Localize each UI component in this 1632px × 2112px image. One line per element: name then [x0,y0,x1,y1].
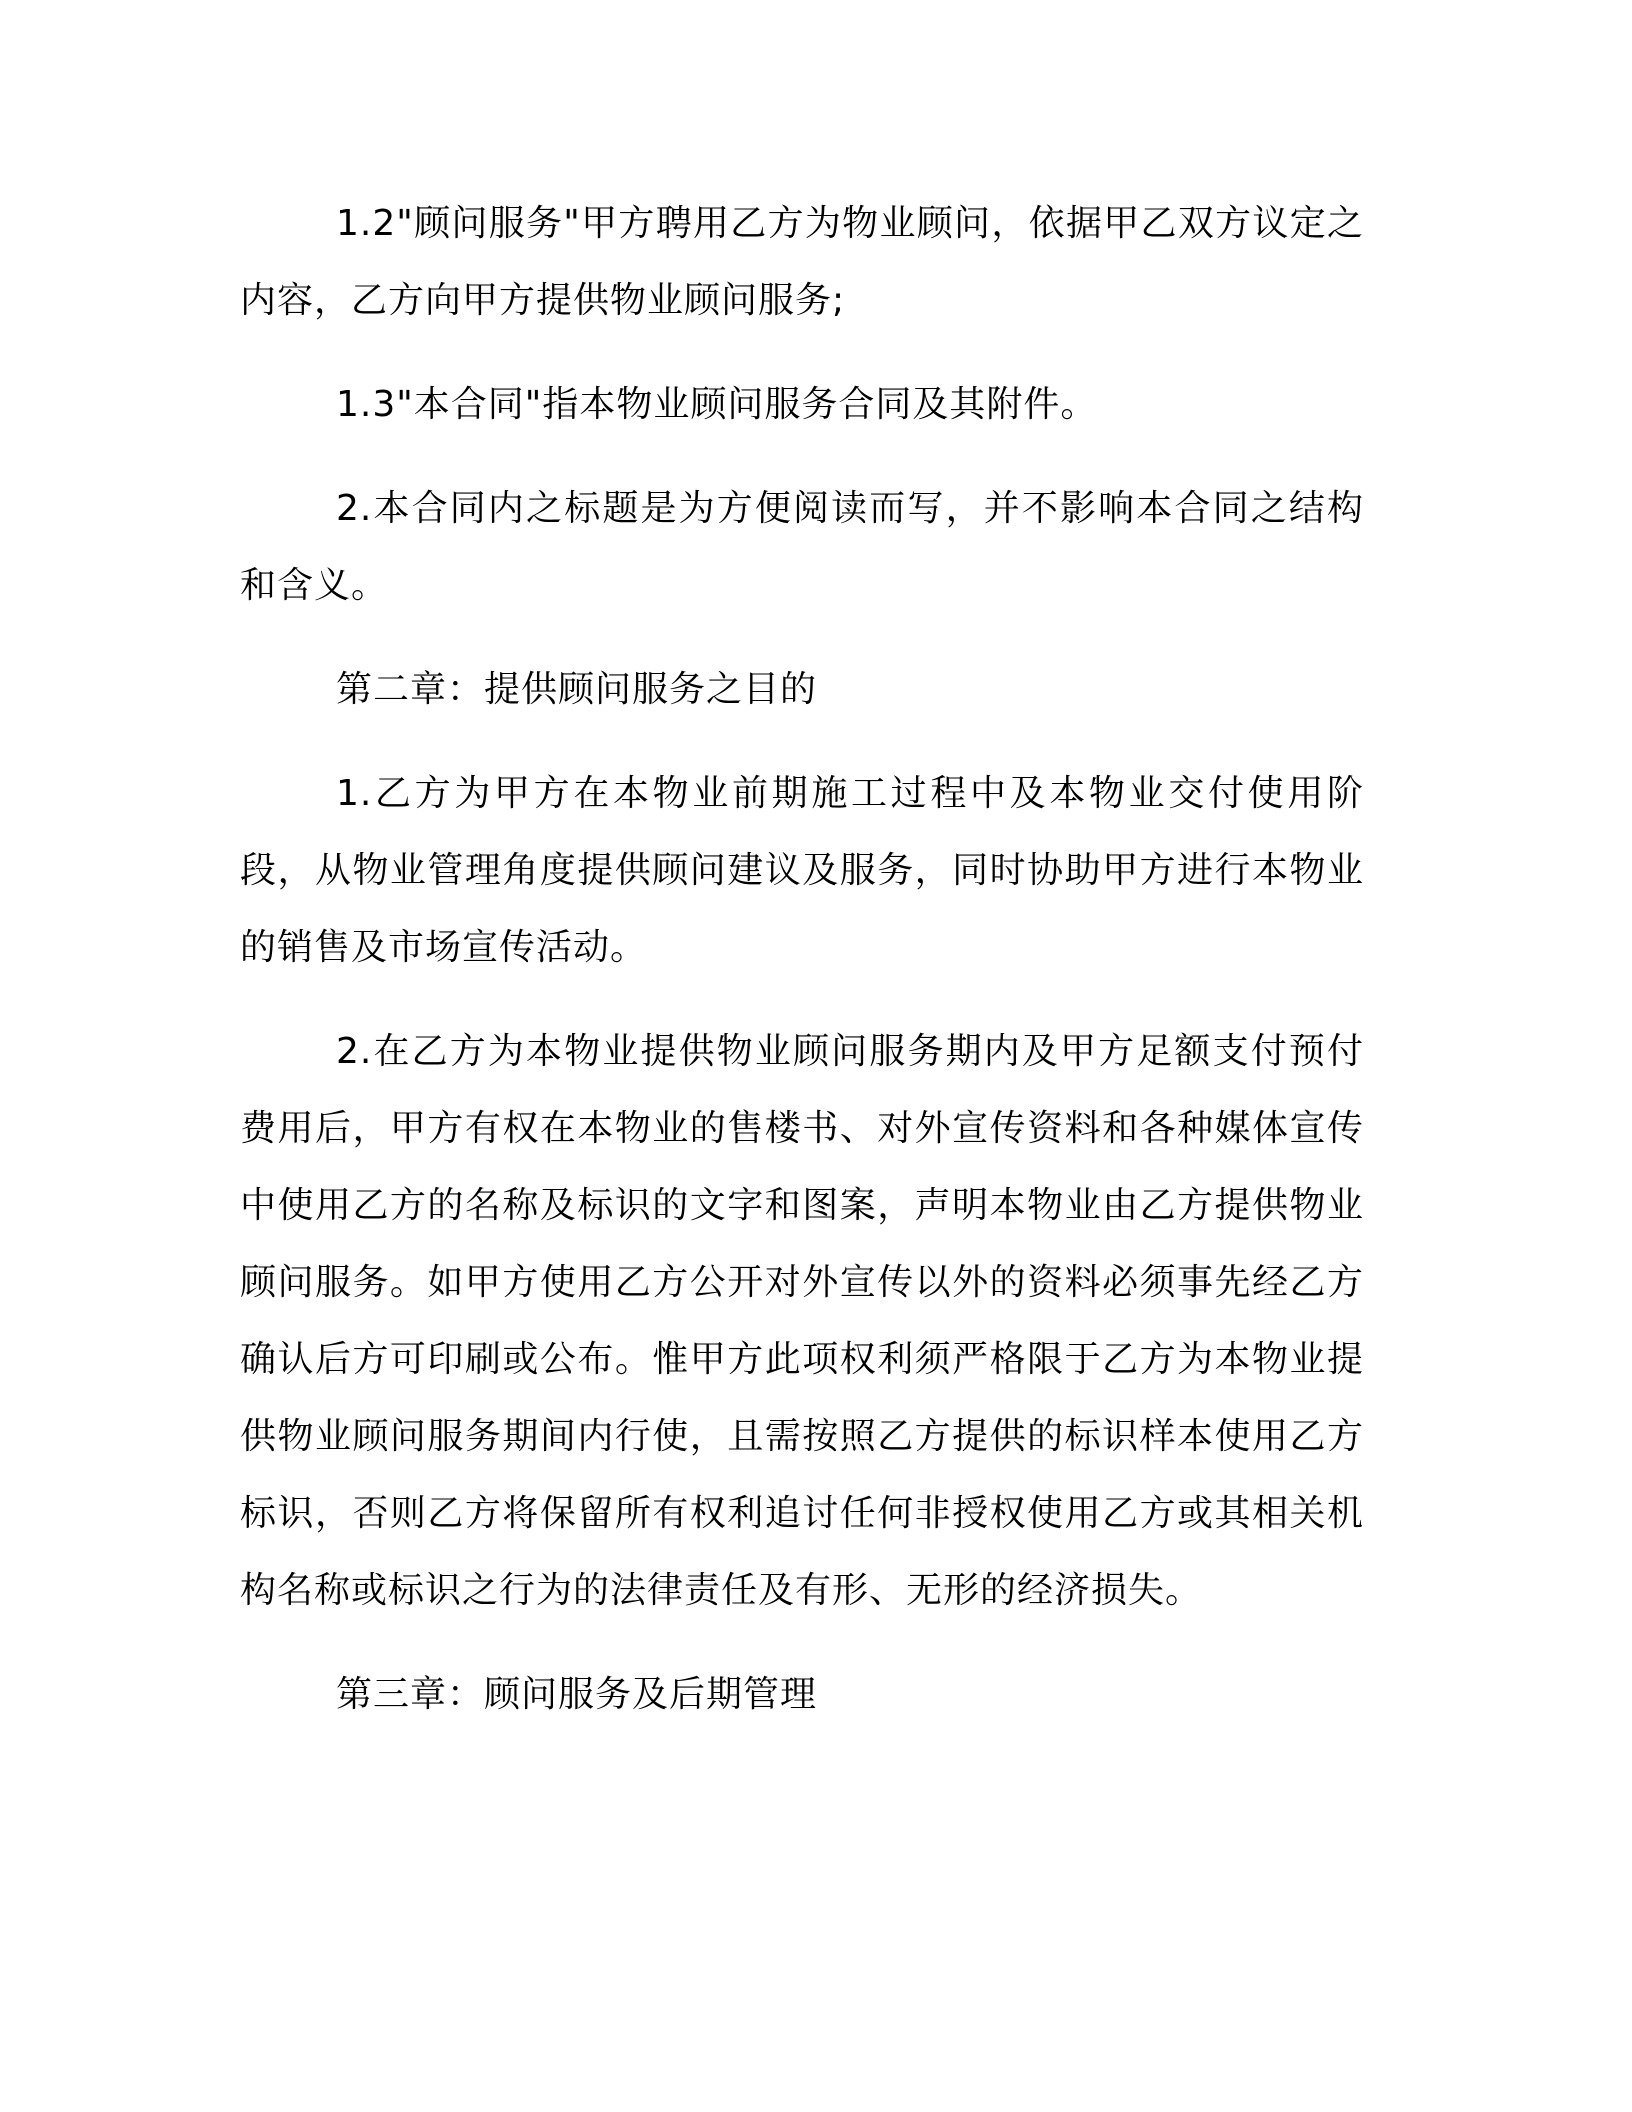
paragraph-1-3: 1.3"本合同"指本物业顾问服务合同及其附件。 [336,384,1098,425]
paragraph-2: 2.本合同内之标题是为方便阅读而写，并不影响本合同之结构和含义。 [240,488,1364,606]
document-page [240,185,1364,1760]
chapter-2-heading: 第二章：提供顾问服务之目的 [336,669,818,710]
paragraph-1-2: 1.2"顾问服务"甲方聘用乙方为物业顾问，依据甲乙双方议定之内容，乙方向甲方提供物业顾问服务; [240,203,1364,321]
chapter-2-paragraph-2: 2.在乙方为本物业提供物业顾问服务期内及甲方足额支付预付费用后，甲方有权在本物业的售楼书、对外宣传资料和各种媒体宣传中使用乙方的名称及标识的文字和图案，声明本物业由乙方提供物业顾问服务。如甲方使用乙方公开对外宣传以外的资料必须事先经乙方确认后方可印刷或公布。惟甲方此项权利须严格限于乙方为本物业提供物业顾问服务期间内行使，且需按照乙方提供的标识样本使用乙方标识，否则乙方将保留所有权利追讨任何非授权使用乙方或其相关机构名称或标识之行为的法律责任及有形、无形的经济损失。 [240,1031,1364,1611]
chapter-3-heading: 第三章：顾问服务及后期管理 [336,1674,818,1715]
chapter-2-paragraph-1: 1.乙方为甲方在本物业前期施工过程中及本物业交付使用阶段，从物业管理角度提供顾问建议及服务，同时协助甲方进行本物业的销售及市场宣传活动。 [240,773,1364,968]
